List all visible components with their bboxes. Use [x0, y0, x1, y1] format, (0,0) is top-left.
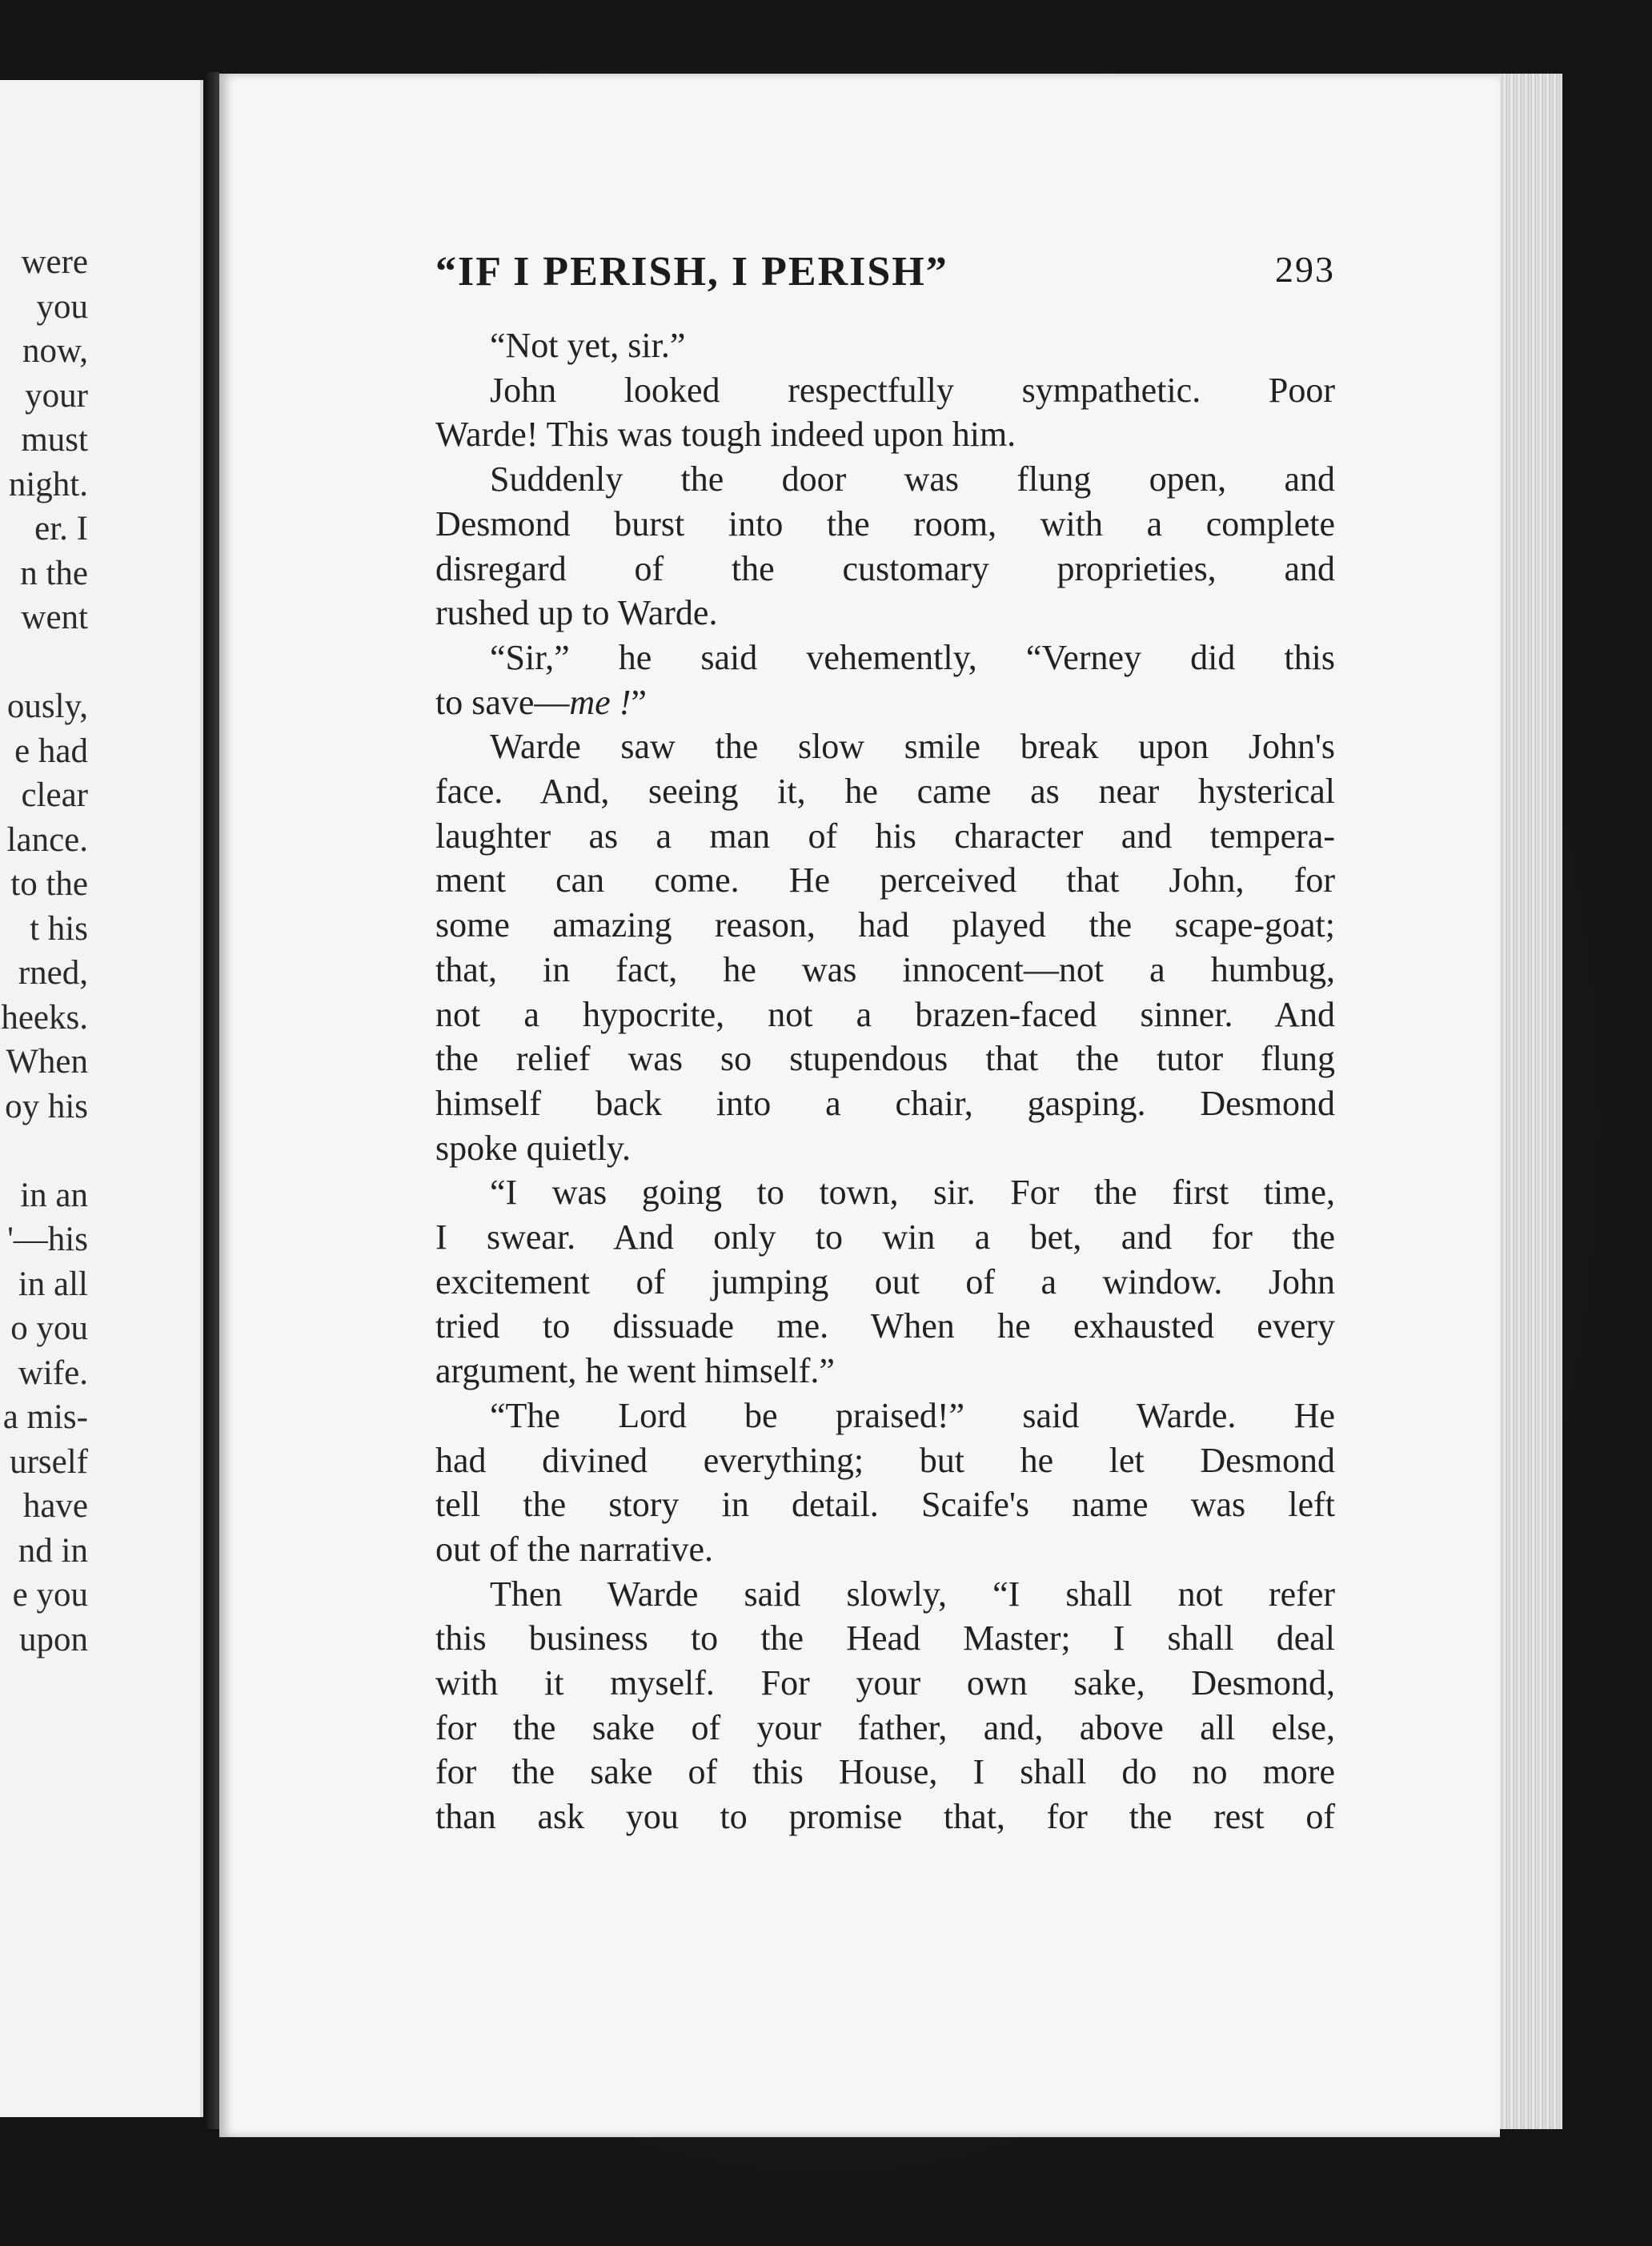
- text-line: Suddenly the door was flung open, and: [490, 459, 1335, 499]
- text-line: argument, he went himself.”: [435, 1351, 835, 1391]
- left-page-fragment: urself: [10, 1442, 88, 1481]
- left-page-fragment: you: [36, 287, 88, 326]
- text-line: for the sake of this House, I shall do no more: [435, 1752, 1335, 1792]
- page-header: [435, 248, 1335, 306]
- left-page-fragment: oy his: [5, 1087, 88, 1125]
- text-line: “The Lord be praised!” said Warde. He: [490, 1395, 1335, 1435]
- left-page-fragment: rned,: [18, 954, 88, 992]
- text-line: tried to dissuade me. When he exhausted every: [435, 1306, 1335, 1346]
- left-page-fragment: e had: [14, 732, 88, 770]
- text-line: spoke quietly.: [435, 1128, 631, 1168]
- left-page-fragment: When: [6, 1043, 88, 1081]
- text-line: had divined everything; but he let Desmond: [435, 1440, 1335, 1480]
- text-line: some amazing reason, had played the scape-goat;: [435, 905, 1335, 945]
- text-line: himself back into a chair, gasping. Desmond: [435, 1083, 1335, 1123]
- left-page-fragment: in an: [20, 1176, 88, 1214]
- text-line: laughter as a man of his character and tempera-: [435, 816, 1335, 856]
- text-segment: ”: [631, 682, 647, 722]
- text-line: that, in fact, he was innocent—not a humbug,: [435, 949, 1335, 989]
- left-page-fragment: went: [21, 599, 88, 636]
- text-line: I swear. And only to win a bet, and for the: [435, 1217, 1335, 1257]
- text-line: “I was going to town, sir. For the first time,: [490, 1173, 1335, 1213]
- text-line: out of the narrative.: [435, 1529, 713, 1569]
- left-page-fragment: in all: [18, 1265, 88, 1303]
- left-page-fragment: lance.: [6, 820, 88, 859]
- left-page-fragment: o you: [10, 1309, 88, 1347]
- left-page-fragment: night.: [8, 465, 88, 503]
- left-page-fragment: wife.: [18, 1354, 88, 1392]
- text-line: the relief was so stupendous that the tutor flung: [435, 1039, 1335, 1079]
- left-page-fragment: must: [21, 421, 88, 459]
- left-page-fragment: were: [21, 243, 88, 281]
- text-line: rushed up to Warde.: [435, 593, 718, 633]
- text-line: than ask you to promise that, for the rest of: [435, 1797, 1335, 1837]
- left-page-fragment: now,: [22, 332, 88, 370]
- left-page-fragment: ously,: [6, 688, 88, 725]
- left-page-fragment: upon: [19, 1620, 88, 1658]
- left-page-fragment: your: [25, 376, 88, 415]
- text-line: Then Warde said slowly, “I shall not refer: [490, 1574, 1335, 1614]
- text-segment: to save—: [435, 682, 570, 722]
- text-line: this business to the Head Master; I shall deal: [435, 1618, 1335, 1658]
- text-line: Desmond burst into the room, with a complete: [435, 503, 1335, 543]
- text-line: [435, 680, 1335, 725]
- text-line: for the sake of your father, and, above all else,: [435, 1707, 1335, 1747]
- text-line: tell the story in detail. Scaife's name was left: [435, 1485, 1335, 1525]
- left-page-fragment: have: [22, 1487, 88, 1525]
- left-page-fragment: nd in: [18, 1531, 88, 1570]
- text-line: “Sir,” he said vehemently, “Verney did this: [490, 637, 1335, 677]
- left-page-fragment: er. I: [34, 510, 88, 547]
- text-line: Warde! This was tough indeed upon him.: [435, 415, 1016, 455]
- text-line: “Not yet, sir.”: [490, 326, 686, 365]
- left-page-fragment: heeks.: [1, 998, 88, 1037]
- italic-emphasis: me !: [569, 682, 632, 722]
- text-line: John looked respectfully sympathetic. Poor: [490, 370, 1335, 410]
- text-line: disregard of the customary proprieties, and: [435, 548, 1335, 588]
- text-line: not a hypocrite, not a brazen-faced sinner. And: [435, 994, 1335, 1034]
- text-line: excitement of jumping out of a window. John: [435, 1261, 1335, 1301]
- page-edge-stack: [1500, 74, 1562, 2129]
- left-page-fragment: e you: [12, 1576, 88, 1614]
- text-line: face. And, seeing it, he came as near hysterical: [435, 772, 1335, 811]
- left-page-fragment: clear: [21, 776, 88, 814]
- left-page-fragment: to the: [10, 865, 88, 903]
- book-page: [219, 74, 1500, 2137]
- left-page-fragment: t his: [30, 909, 88, 948]
- text-line: with it myself. For your own sake, Desmond,: [435, 1663, 1335, 1703]
- left-page-fragment: '—his: [7, 1221, 88, 1258]
- book-gutter: [203, 72, 219, 2129]
- running-head: “IF I PERISH, I PERISH”: [435, 249, 948, 295]
- text-line: Warde saw the slow smile break upon John's: [490, 727, 1335, 767]
- text-line: ment can come. He perceived that John, for: [435, 860, 1335, 900]
- left-page-fragment: a mis-: [2, 1398, 88, 1436]
- page-number: 293: [1275, 249, 1335, 290]
- previous-page-fragment: [0, 80, 203, 2117]
- left-page-fragment: n the: [20, 554, 88, 592]
